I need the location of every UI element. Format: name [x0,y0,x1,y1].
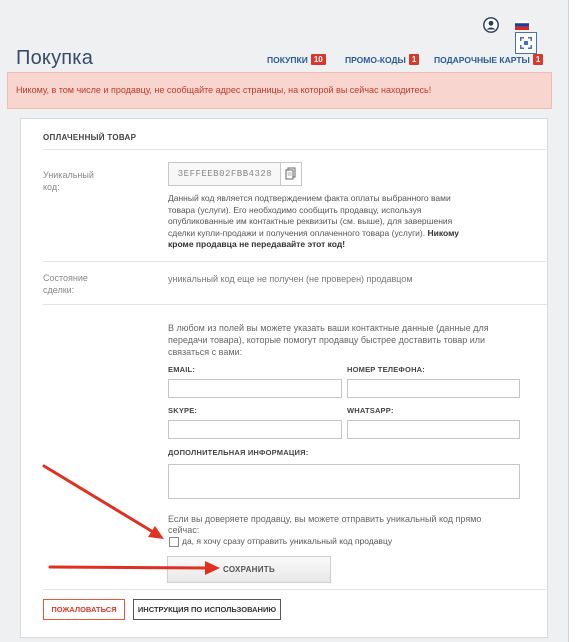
save-button[interactable]: СОХРАНИТЬ [167,556,331,583]
trust-text [168,514,528,536]
intro-line: связаться с вами: [168,347,243,357]
phone-label: НОМЕР ТЕЛЕФОНА: [347,365,425,374]
skype-label: SKYPE: [168,406,198,415]
status-label [43,272,88,296]
guide-button[interactable]: ИНСТРУКЦИЯ ПО ИСПОЛЬЗОВАНИЮ [133,599,281,620]
nav-purchases[interactable] [267,54,326,65]
nav-promo-label: ПРОМО-КОДЫ [345,54,406,65]
code-description [168,193,528,251]
trust-line: сейчас: [168,525,200,535]
desc-line: товара (услуги). Его необходимо сообщить продавцу, используя [168,204,422,215]
desc-warning: Никому [427,227,459,238]
divider [43,261,547,262]
status-label-line-2: сделки: [43,285,75,295]
email-field[interactable] [168,379,342,398]
extra-info-textarea[interactable] [168,464,520,499]
nav-purchases-label: ПОКУПКИ [267,54,308,65]
skype-field[interactable] [168,420,342,439]
desc-line: опубликованные им контактные реквизиты (см. выше), для завершения [168,216,453,226]
code-label-line-2: код: [43,182,60,192]
send-code-checkbox-label[interactable]: да, я хочу сразу отправить уникальный код продавцу [182,536,393,546]
nav-gift-label: ПОДАРОЧНЫЕ КАРТЫ [434,54,530,65]
desc-line [168,239,528,251]
purchase-card [20,118,548,638]
copy-icon [281,163,301,185]
code-label-line-1: Уникальный [43,170,94,180]
status-label-line-1: Состояние [43,273,88,283]
phone-field[interactable] [347,379,520,398]
unique-code-field[interactable]: 3EFFEEB02FBB4328 [168,162,282,186]
nav-promo-codes[interactable] [345,54,419,65]
gift-count-badge: 1 [533,54,543,65]
desc-text: сделки купли-продажи и получения оплаченного товара (услуги). [168,227,426,238]
page-title: Покупка [16,47,94,69]
divider [43,589,547,590]
desc-line [168,228,528,240]
warning-alert: Никому, в том числе и продавцу, не сообщайте адрес страницы, на которой вы сейчас находитесь! [7,72,552,109]
purchases-count-badge: 10 [311,54,326,65]
divider [43,304,547,305]
send-code-checkbox[interactable] [169,537,179,547]
complain-button[interactable]: ПОЖАЛОВАТЬСЯ [43,599,125,620]
background-window-edge [568,0,576,642]
desc-line: Данный код является подтверждением факта оплаты выбранного вами [168,193,451,203]
divider [43,149,547,150]
whatsapp-label: WHATSAPP: [347,406,394,415]
section-title: ОПЛАЧЕННЫЙ ТОВАР [43,133,137,142]
nav-gift-cards[interactable] [434,54,543,65]
extra-info-label: ДОПОЛНИТЕЛЬНАЯ ИНФОРМАЦИЯ: [168,448,309,457]
intro-line: В любом из полей вы можете указать ваши контактные данные (данные для [168,323,489,333]
email-label: EMAIL: [168,365,196,374]
user-icon[interactable] [483,17,499,33]
contact-intro [168,322,528,358]
flag-icon[interactable] [515,20,529,30]
desc-warning: кроме продавца не передавайте этот код! [168,239,346,249]
expand-icon[interactable] [515,32,537,54]
code-label [43,169,94,193]
status-value: уникальный код еще не получен (не проверен) продавцом [168,274,413,284]
top-bar [0,0,568,40]
whatsapp-field[interactable] [347,420,520,439]
promo-count-badge: 1 [409,54,419,65]
trust-line: Если вы доверяете продавцу, вы можете отправить уникальный код прямо [168,514,482,524]
copy-button[interactable] [280,162,302,186]
intro-line: передачи товара), которые помогут продавцу быстрее доставить товар или [168,335,486,345]
